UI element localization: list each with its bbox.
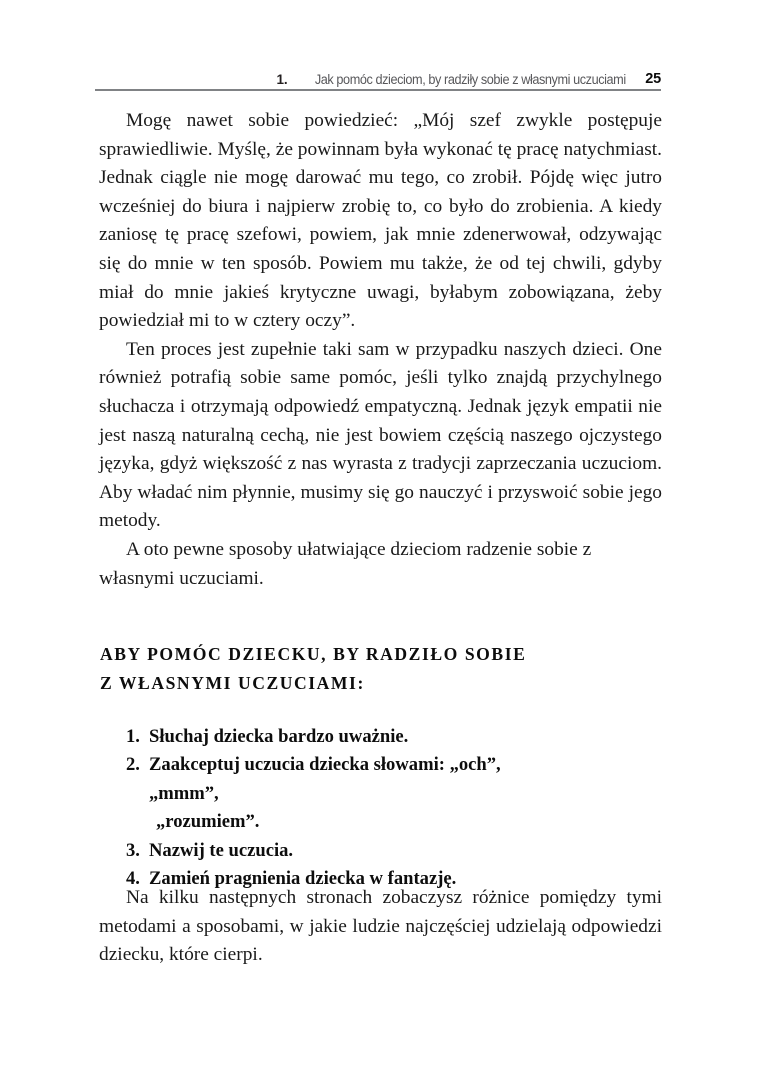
list-item: [126, 837, 562, 865]
steps-list: [126, 723, 562, 893]
closing-paragraph: Na kilku następnych stronach zobaczysz różnice pomiędzy tymi metodami a sposobami, w jakie ludzie najczęściej udzielają odpowiedzi dziecku, które cierpi.: [99, 887, 662, 966]
section-heading: [100, 640, 663, 698]
list-item: [126, 723, 562, 751]
step-number: 4.: [126, 868, 140, 890]
step-text-continuation: „rozumiem”.: [156, 811, 260, 833]
running-head-title: Jak pomóc dzieciom, by radziły sobie z własnymi uczuciami: [314, 71, 626, 87]
page-number: 25: [645, 70, 661, 87]
section-heading-line-2: Z WŁASNYMI UCZUCIAMI:: [100, 673, 365, 693]
body-paragraph-1: Mogę nawet sobie powiedzieć: „Mój szef zwykle postępuje sprawiedliwie. Myślę, że powinnam była wykonać tę pracę natychmiast. Jednak ciągle nie mogę darować mu tego, co zrobił. Pójdę więc jutro wcześniej do biura i najpierw zrobię to, co było do zrobienia. A kiedy zaniosę tę pracę szefowi, powiem, jak mnie zdenerwował, odzywając się do mnie w ten sposób. Powiem mu także, że od tej chwili, gdyby miał do mnie jakieś krytyczne uwagi, byłabym zobowiązana, żeby powiedział mi to w cztery oczy”.: [99, 110, 662, 332]
closing-text-block: [99, 884, 662, 970]
step-text-line-1: Zaakceptuj uczucia dziecka słowami: „och”, „mmm”,: [149, 754, 501, 804]
step-number: 2.: [126, 754, 140, 776]
running-head-chapter-number: 1.: [276, 71, 288, 87]
step-text: Słuchaj dziecka bardzo uważnie.: [149, 726, 409, 747]
step-number: 1.: [126, 726, 140, 747]
body-paragraph-3: A oto pewne sposoby ułatwiające dzieciom radzenie sobie z własnymi uczuciami.: [99, 538, 592, 589]
running-head: [99, 58, 661, 86]
step-text: [149, 751, 562, 836]
header-divider-rule: [95, 89, 661, 91]
step-text: Nazwij te uczucia.: [149, 839, 294, 861]
body-text-block: [99, 107, 662, 593]
section-heading-line-1: ABY POMÓC DZIECKU, BY RADZIŁO SOBIE: [100, 644, 527, 664]
body-paragraph-2: Ten proces jest zupełnie taki sam w przypadku naszych dzieci. One również potrafią sobie same pomóc, jeśli tylko znajdą przychylnego słuchacza i otrzymają odpowiedź empatyczną. Jednak język empatii nie jest naszą naturalną cechą, nie jest bowiem częścią naszego ojczystego języka, gdyż większość z nas wyrasta z tradycji zaprzeczania uczuciom. Aby władać nim płynnie, musimy się go nauczyć i przyswoić sobie jego metody.: [99, 338, 662, 532]
list-item: [126, 751, 562, 836]
step-number: 3.: [126, 839, 140, 861]
step-text: Zamień pragnienia dziecka w fantazję.: [149, 868, 457, 890]
